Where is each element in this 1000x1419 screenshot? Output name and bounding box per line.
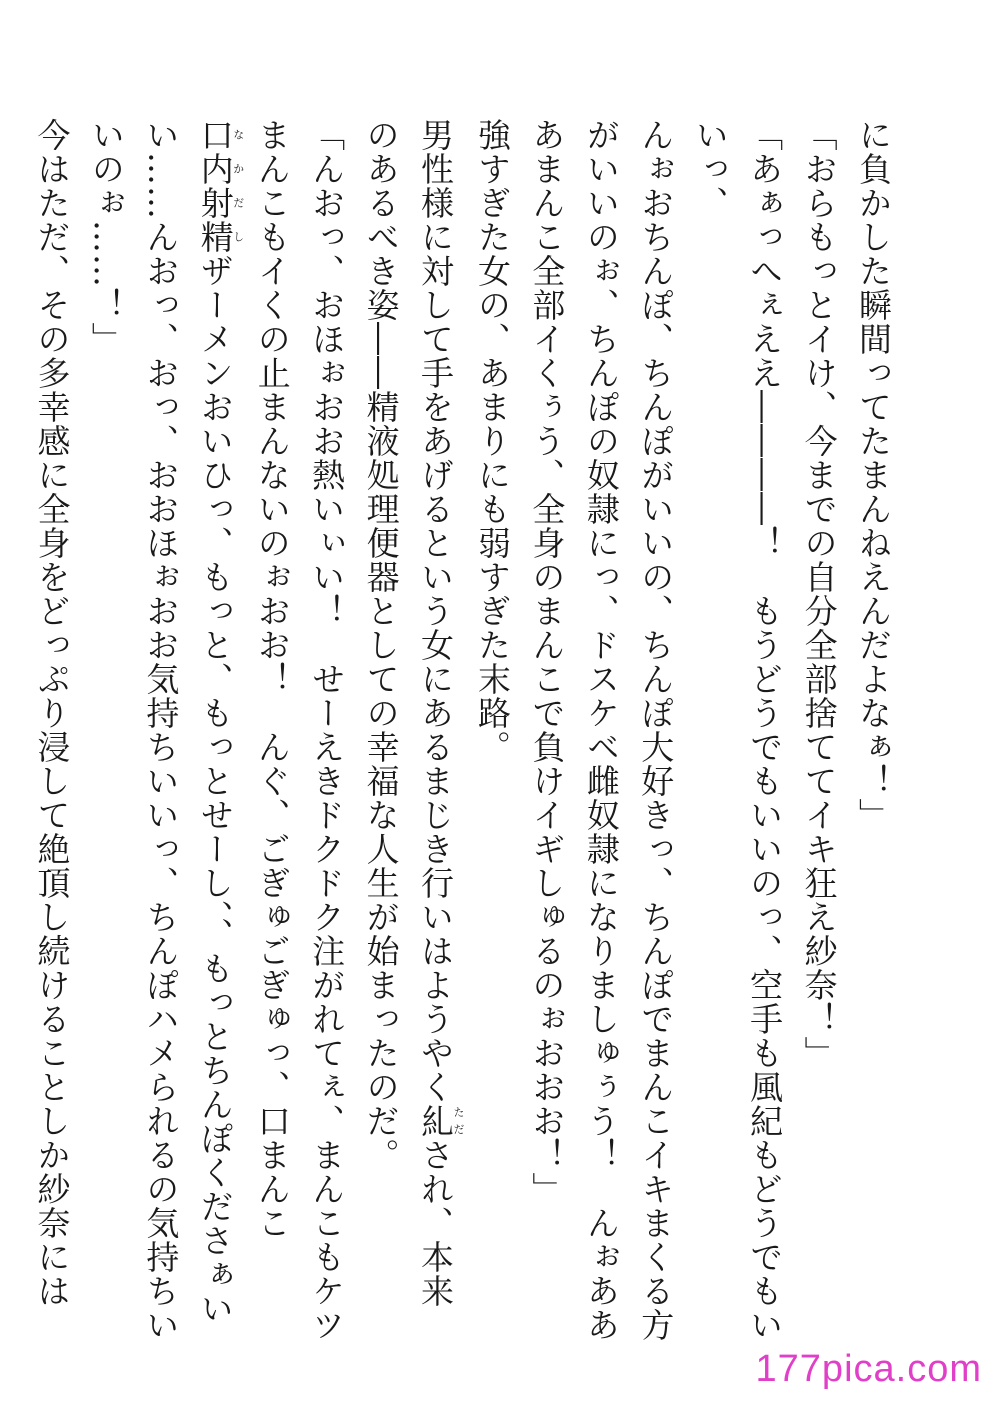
text-line: んぉおちんぽ、ちんぽがいいの、ちんぽ大好きっ、ちんぽでまんこイキまくる方 bbox=[636, 118, 676, 1342]
text-line: あまんこ全部イくぅう、全身のまんこで負けイギしゅるのぉおおお！」 bbox=[527, 118, 567, 1206]
text-line: 口内射精なかだしザーメンおいひっ、もっと、もっとせーし、、もっとちんぽくださぁい bbox=[195, 118, 245, 1326]
ruby-annotation: 糺ただ bbox=[416, 1104, 465, 1138]
text-line: のあるべき姿――精液処理便器としての幸福な人生が始まったのだ。 bbox=[361, 118, 401, 1172]
text-line: に負かした瞬間ってたまんねえんだよなぁ！」 bbox=[854, 118, 893, 832]
ruby-annotation: 口内射精なかだし bbox=[195, 118, 245, 254]
text-line: まんこもイくの止まんないのぉおお！ んぐ、ごぎゅごぎゅっ、口まんこ bbox=[252, 118, 292, 1240]
text-line: 「おらもっとイけ、今までの自分全部捨ててイキ狂え紗奈！」 bbox=[799, 118, 839, 1070]
text-line: い……んおっ、おっ、おおほぉおお気持ちいいっ、ちんぽハメられるの気持ちい bbox=[141, 118, 181, 1342]
text-line: 今はただ、その多幸感に全身をどっぷり浸して絶頂し続けることしか紗奈には bbox=[32, 118, 72, 1308]
text-line: 「あぁっへぇええ――――！ もうどうでもいいのっ、空手も風紀もどうでもいいっ、 bbox=[690, 118, 785, 1342]
watermark: 177pica.com bbox=[755, 1348, 982, 1390]
text-line: 強すぎた女の、あまりにも弱すぎた末路。 bbox=[472, 118, 512, 764]
text-line: がいいのぉ、ちんぽの奴隷にっ、ドスケベ雌奴隷になりましゅぅう！ んぉああ bbox=[581, 118, 621, 1342]
vertical-text-block bbox=[32, 118, 900, 1358]
text-line: いのぉ……！」 bbox=[86, 118, 126, 356]
text-line: 男性様に対して手をあげるという女にあるまじき行いはようやく糺ただされ、本来 bbox=[416, 118, 465, 1308]
text-line: 「んおっ、おほぉおお熱いぃい！ せーえきドクドク注がれてぇ、まんこもケツ bbox=[307, 118, 347, 1342]
